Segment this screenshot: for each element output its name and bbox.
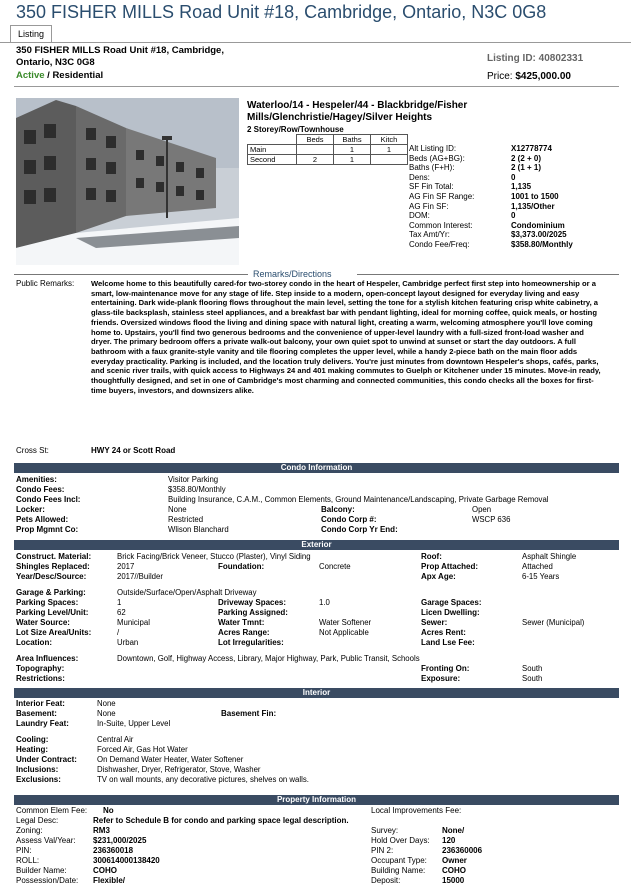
prop-mgmt-value: Wlison Blanchard [168, 525, 229, 534]
pin-label: PIN: [16, 846, 32, 855]
water-tmnt-label: Water Tmnt: [218, 618, 265, 627]
pin-value: 236360018 [93, 846, 134, 855]
prop-attached-label: Prop Attached: [421, 562, 479, 571]
property-type: Residential [52, 70, 104, 81]
roof-value: Asphalt Shingle [522, 552, 577, 561]
driveway-spaces-label: Driveway Spaces: [218, 598, 287, 607]
hold-over-days-label: Hold Over Days: [371, 836, 430, 845]
summary-label: SF Fin Total: [409, 182, 454, 192]
occupant-type-label: Occupant Type: [371, 856, 427, 865]
fronting-on-label: Fronting On: [421, 664, 470, 673]
page-title: 350 FISHER MILLS Road Unit #18, Cambridge, Ontario, N3C 0G8 [16, 2, 547, 22]
summary-label: DOM: [409, 211, 430, 221]
interior-section-header: Interior [14, 688, 619, 698]
foundation-value: Concrete [319, 562, 351, 571]
building-name-value: COHO [442, 866, 466, 875]
year-desc-value: 2017//Builder [117, 572, 163, 581]
exterior-section-header: Exterior [14, 540, 619, 550]
balcony-label: Balcony: [321, 505, 355, 514]
header-divider [14, 86, 619, 87]
rooms-level: Main [248, 145, 297, 155]
building-photo-image [16, 98, 239, 265]
exposure-value: South [522, 674, 543, 683]
remarks-rule-left [14, 274, 248, 275]
public-remarks-label: Public Remarks: [16, 279, 75, 288]
summary-label: Dens: [409, 172, 430, 182]
price-label: Price: [487, 71, 513, 82]
acres-range-label: Acres Range: [218, 628, 270, 637]
lot-size-label: Lot Size Area/Units: [16, 628, 92, 637]
listing-price [487, 71, 571, 82]
summary-label: Common Interest: [409, 220, 473, 230]
listing-status [16, 70, 103, 81]
locker-label: Locker: [16, 505, 45, 514]
rooms-header-baths: Baths [334, 135, 371, 145]
pets-value: Restricted [168, 515, 204, 524]
foundation-label: Foundation: [218, 562, 265, 571]
summary-value: 0 [511, 211, 516, 221]
summary-label: Alt Listing ID: [409, 144, 457, 153]
condo-yr-end-label: Condo Corp Yr End: [321, 525, 398, 534]
summary-value: 2 (1 + 1) [511, 163, 542, 173]
assess-val-value: $231,000/2025 [93, 836, 147, 845]
condo-fees-value: $358.80/Monthly [168, 485, 226, 494]
hold-over-days-value: 120 [442, 836, 456, 845]
rooms-table [247, 134, 408, 165]
parking-level-label: Parking Level/Unit: [16, 608, 89, 617]
deposit-value: 15000 [442, 876, 465, 885]
apx-age-value: 6-15 Years [522, 572, 560, 581]
cross-st-label: Cross St: [16, 446, 49, 455]
location-line-2: Mills/Glenchristie/Hagey/Silver Heights [247, 112, 433, 123]
interior-feat-label: Interior Feat: [16, 699, 65, 708]
pets-label: Pets Allowed: [16, 515, 69, 524]
apx-age-label: Apx Age: [421, 572, 456, 581]
driveway-spaces-value: 1.0 [319, 598, 330, 607]
basement-label: Basement: [16, 709, 57, 718]
location-area [247, 100, 467, 124]
property-section-header: Property Information [14, 795, 619, 805]
condo-corp-value: WSCP 636 [472, 515, 511, 524]
water-tmnt-value: Water Softener [319, 618, 372, 627]
parking-spaces-label: Parking Spaces: [16, 598, 79, 607]
rooms-level: Second [248, 155, 297, 165]
balcony-value: Open [472, 505, 492, 514]
summary-value: $358.80/Monthly [511, 239, 573, 249]
rooms-kitch [371, 155, 408, 165]
amenities-value: Visitor Parking [168, 475, 219, 484]
condo-fees-incl-value: Building Insurance, C.A.M., Common Elements, Ground Maintenance/Landscaping, Private Garbage Removal [168, 495, 549, 504]
cooling-label: Cooling: [16, 735, 49, 744]
acres-rent-label: Acres Rent: [421, 628, 466, 637]
builder-name-label: Builder Name: [16, 866, 67, 875]
prop-attached-value: Attached [522, 562, 553, 571]
exposure-label: Exposure: [421, 674, 461, 683]
water-source-label: Water Source: [16, 618, 70, 627]
sewer-label: Sewer: [421, 618, 448, 627]
lot-irregularities-label: Lot Irregularities: [218, 638, 284, 647]
price-value: $425,000.00 [515, 71, 571, 82]
under-contract-value: On Demand Water Heater, Water Softener [97, 755, 244, 764]
roll-label: ROLL: [16, 856, 40, 865]
summary-labels [409, 144, 474, 250]
parking-assigned-label: Parking Assigned: [218, 608, 288, 617]
laundry-value: In-Suite, Upper Level [97, 719, 171, 728]
status-badge: Active [16, 70, 45, 81]
summary-label: Tax Amt/Yr: [409, 230, 450, 240]
address-line-2: Ontario, N3C 0G8 [16, 57, 95, 68]
summary-value: 1,135 [511, 182, 532, 192]
basement-value: None [97, 709, 116, 718]
rooms-kitch: 1 [371, 145, 408, 155]
shingles-label: Shingles Replaced: [16, 562, 90, 571]
amenities-label: Amenities: [16, 475, 57, 484]
garage-parking-label: Garage & Parking: [16, 588, 86, 597]
laundry-label: Laundry Feat: [16, 719, 69, 728]
zoning-value: RM3 [93, 826, 110, 835]
pin2-label: PIN 2: [371, 846, 394, 855]
interior-feat-value: None [97, 699, 116, 708]
listing-photo[interactable] [16, 98, 239, 265]
basement-fin-label: Basement Fin: [221, 709, 277, 718]
summary-value: 1,135/Other [511, 201, 555, 211]
rooms-beds [297, 145, 334, 155]
year-desc-label: Year/Desc/Source: [16, 572, 87, 581]
summary-label: Baths (F+H): [409, 163, 455, 173]
prop-mgmt-label: Prop Mgmnt Co: [16, 525, 79, 534]
summary-label: Condo Fee/Freq: [409, 239, 470, 249]
location-value: Urban [117, 638, 139, 647]
rooms-baths: 1 [334, 155, 371, 165]
status-separator: / [44, 70, 53, 81]
address-line-1: 350 FISHER MILLS Road Unit #18, Cambridge, [16, 45, 224, 56]
cooling-value: Central Air [97, 735, 134, 744]
acres-range-value: Not Applicable [319, 628, 369, 637]
possession-label: Possession/Date: [16, 876, 79, 885]
summary-label: Beds (AG+BG): [409, 153, 465, 163]
assess-val-label: Assess Val/Year: [16, 836, 76, 845]
shingles-value: 2017 [117, 562, 135, 571]
location-label: Location: [16, 638, 52, 647]
under-contract-label: Under Contract: [16, 755, 77, 764]
condo-section-header: Condo Information [14, 463, 619, 473]
local-improvements-label: Local Improvements Fee: [371, 806, 462, 815]
garage-parking-value: Outside/Surface/Open/Asphalt Driveway [117, 588, 257, 597]
sewer-value: Sewer (Municipal) [522, 618, 585, 627]
land-lse-fee-label: Land Lse Fee: [421, 638, 475, 647]
summary-value: 0 [511, 172, 516, 182]
legal-desc-label: Legal Desc: [16, 816, 59, 825]
summary-value: 1001 to 1500 [511, 191, 559, 201]
construct-material-label: Construct. Material: [16, 552, 92, 561]
exclusions-value: TV on wall mounts, any decorative pictures, shelves on walls. [97, 775, 309, 784]
zoning-label: Zoning: [16, 826, 43, 835]
builder-name-value: COHO [93, 866, 117, 875]
tab-divider [0, 42, 631, 43]
legal-desc-value: Refer to Schedule B for condo and parking space legal description. [93, 816, 349, 825]
area-influences-label: Area Influences: [16, 654, 79, 663]
location-line-1: Waterloo/14 - Hespeler/44 - Blackbridge/Fisher [247, 100, 468, 111]
listing-id: Listing ID: 40802331 [487, 53, 584, 64]
heating-label: Heating: [16, 745, 48, 754]
rooms-baths: 1 [334, 145, 371, 155]
survey-value: None/ [442, 826, 465, 835]
roof-label: Roof: [421, 552, 442, 561]
pin2-value: 236360006 [442, 846, 483, 855]
summary-label: AG Fin SF Range: [409, 191, 475, 201]
table-row [248, 135, 408, 145]
inclusions-label: Inclusions: [16, 765, 59, 774]
restrictions-label: Restrictions: [16, 674, 65, 683]
water-source-value: Municipal [117, 618, 150, 627]
summary-label: AG Fin SF: [409, 201, 449, 211]
parking-spaces-value: 1 [117, 598, 122, 607]
survey-label: Survey: [371, 826, 399, 835]
common-elem-fee-label: Common Elem Fee: [16, 806, 88, 815]
rooms-beds: 2 [297, 155, 334, 165]
remarks-heading: Remarks/Directions [253, 269, 332, 279]
lot-size-value: / [117, 628, 120, 637]
summary-value: $3,373.00/2025 [511, 230, 567, 240]
common-elem-fee-value: No [103, 806, 114, 815]
licen-dwelling-label: Licen Dwelling: [421, 608, 480, 617]
condo-fees-label: Condo Fees: [16, 485, 65, 494]
summary-values [511, 144, 573, 250]
summary-value: Condominium [511, 220, 565, 230]
remarks-rule-right [357, 274, 619, 275]
listing-address [16, 45, 224, 69]
area-influences-value: Downtown, Golf, Highway Access, Library, Major Highway, Park, Public Transit, Schools [117, 654, 420, 663]
tab-listing[interactable]: Listing [10, 25, 52, 43]
cross-st-value: HWY 24 or Scott Road [91, 446, 176, 455]
possession-value: Flexible/ [93, 876, 126, 885]
building-name-label: Building Name: [371, 866, 426, 875]
exclusions-label: Exclusions: [16, 775, 61, 784]
summary-value: X12778774 [511, 144, 552, 153]
roll-value: 300614000138420 [93, 856, 160, 865]
public-remarks-text: Welcome home to this beautifully cared-for two-storey condo in the heart of Hespeler, Cambridge perfect first step into homeownership or a smart, low-maintenance move for any stage of life. Step inside to a modern, open-concept layout designed for everyday living and easy entertaining. Dark wide-plank flooring flows throughout the main level, setting the tone for a stylish kitchen featuring crisp white cabinetry, a glass-tile backsplash, stainless steel appliances, and a breakfast bar with pendant lighting, ideal for morning coffee, quick meals, or hosting friends. Oversized windows flood the living and dining space with natural light, creating a warm, welcoming atmosphere you'll love coming home to. Upstairs, you'll find two generous bedrooms and the convenience of upper-level laundry with a full-sized front-load washer and dryer. The primary bedroom offers a private walk-out balcony, your own quiet spot to unwind at sunset or start the day outdoors. A full bathroom with a faux granite-style vanity and tile flooring completes the upper level, while a handy 2-piece bath on the main floor adds everyday practicality. Parking is included, and the location truly delivers. You're just minutes from downtown Hespeler's shops, cafés, parks, and scenic river trails, with quick access to Highways 24 and 401 making commutes to Guelph or Kitchener under 15 minutes. Move-in ready, thoughtfully designed, and set in one of Cambridge's most charming and connected communities, this condo checks all the boxes for first-time buyers, investors, and downsizers alike. [91, 279, 601, 395]
construct-material-value: Brick Facing/Brick Veneer, Stucco (Plaster), Vinyl Siding [117, 552, 311, 561]
locker-value: None [168, 505, 187, 514]
table-row [248, 155, 408, 165]
inclusions-value: Dishwasher, Dryer, Refrigerator, Stove, Washer [97, 765, 261, 774]
occupant-type-value: Owner [442, 856, 467, 865]
property-style: 2 Storey/Row/Townhouse [247, 125, 344, 134]
condo-corp-label: Condo Corp #: [321, 515, 377, 524]
heating-value: Forced Air, Gas Hot Water [97, 745, 188, 754]
rooms-header-kitch: Kitch [371, 135, 408, 145]
fronting-on-value: South [522, 664, 543, 673]
deposit-label: Deposit: [371, 876, 401, 885]
garage-spaces-label: Garage Spaces: [421, 598, 482, 607]
table-row [248, 145, 408, 155]
condo-fees-incl-label: Condo Fees Incl: [16, 495, 81, 504]
rooms-header-beds: Beds [297, 135, 334, 145]
summary-value: 2 (2 + 0) [511, 153, 542, 163]
topography-label: Topography: [16, 664, 65, 673]
parking-level-value: 62 [117, 608, 126, 617]
